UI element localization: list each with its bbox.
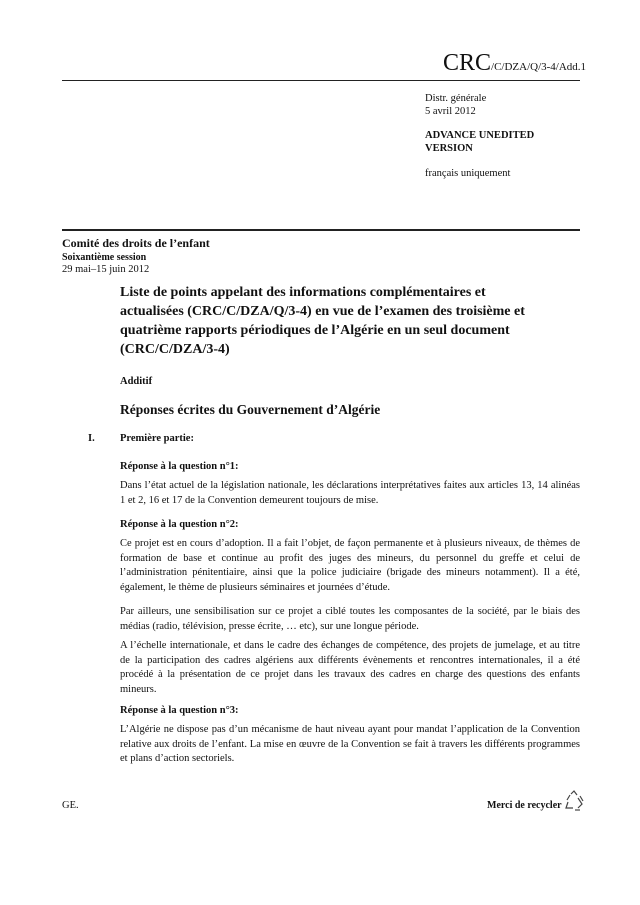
q3-heading: Réponse à la question n°3: — [120, 705, 239, 716]
q2-paragraph-1: Ce projet est en cours d’adoption. Il a fait l’objet, de façon permanente et à plusieurs niveaux, de thèmes de formation de base et continue au profit des juges des mineurs, du personnel du greffe et celui de l’administration pénitentiaire, ainsi que la police judiciaire (brigade des mineurs notamment). Il a été, également, le thème de plusieurs séminaires et journées d’étude. — [120, 538, 580, 593]
section-rule — [62, 229, 580, 231]
recycle-icon — [563, 790, 585, 812]
document-symbol — [443, 50, 586, 77]
symbol-main: CRC — [443, 50, 492, 76]
session-dates: 29 mai–15 juin 2012 — [62, 264, 150, 275]
q1-paragraph: Dans l’état actuel de la législation nationale, les déclarations interprétatives faites aux articles 13, 14 alinéas 1 et 2, 16 et 17 de la Convention demeurent toujours de mise. — [120, 480, 580, 506]
subtitle: Réponses écrites du Gouvernement d’Algérie — [120, 402, 381, 417]
part-number: I. — [88, 433, 95, 444]
q3-paragraph: L’Algérie ne dispose pas d’un mécanisme de haut niveau ayant pour mandat l’application de la Convention relative aux droits de l’enfant. La mise en œuvre de la Convention se fait à travers les différents programmes et plans d’action sectoriels. — [120, 724, 580, 765]
q2-paragraph-2: Par ailleurs, une sensibilisation sur ce projet a ciblé toutes les composantes de la société, par le biais des médias (radio, télévision, presse écrite, … etc), sur une longue période. — [120, 606, 580, 632]
header-rule — [62, 80, 580, 81]
language: français uniquement — [425, 168, 511, 179]
footer-code: GE. — [62, 800, 79, 811]
recycle-text: Merci de recycler — [487, 800, 562, 811]
committee-name: Comité des droits de l’enfant — [62, 236, 210, 250]
part-label: Première partie: — [120, 433, 194, 444]
q1-heading: Réponse à la question n°1: — [120, 461, 239, 472]
addendum: Additif — [120, 376, 153, 387]
distribution: Distr. générale — [425, 93, 487, 104]
status: ADVANCE UNEDITED VERSION — [425, 130, 535, 154]
date: 5 avril 2012 — [425, 106, 476, 117]
document-title: Liste de points appelant des informations complémentaires et actualisées (CRC/C/DZA/Q/3-4) en vue de l’examen des troisième et quatrième rapports périodiques de l’Algérie en un seul document (CRC/C/DZA/3-4) — [120, 285, 525, 357]
q2-paragraph-3: A l’échelle internationale, et dans le cadre des échanges de compétence, des projets de jumelage, et au titre de la participation des cadres algériens aux différents évènements et rencontres internationales, il a été procédé à la présentation de ce projet dans les travaux des cadres en charge des questions des enfants mineurs. — [120, 640, 580, 695]
symbol-suffix: /C/DZA/Q/3-4/Add.1 — [491, 61, 587, 73]
session: Soixantième session — [62, 252, 147, 263]
q2-heading: Réponse à la question n°2: — [120, 519, 239, 530]
